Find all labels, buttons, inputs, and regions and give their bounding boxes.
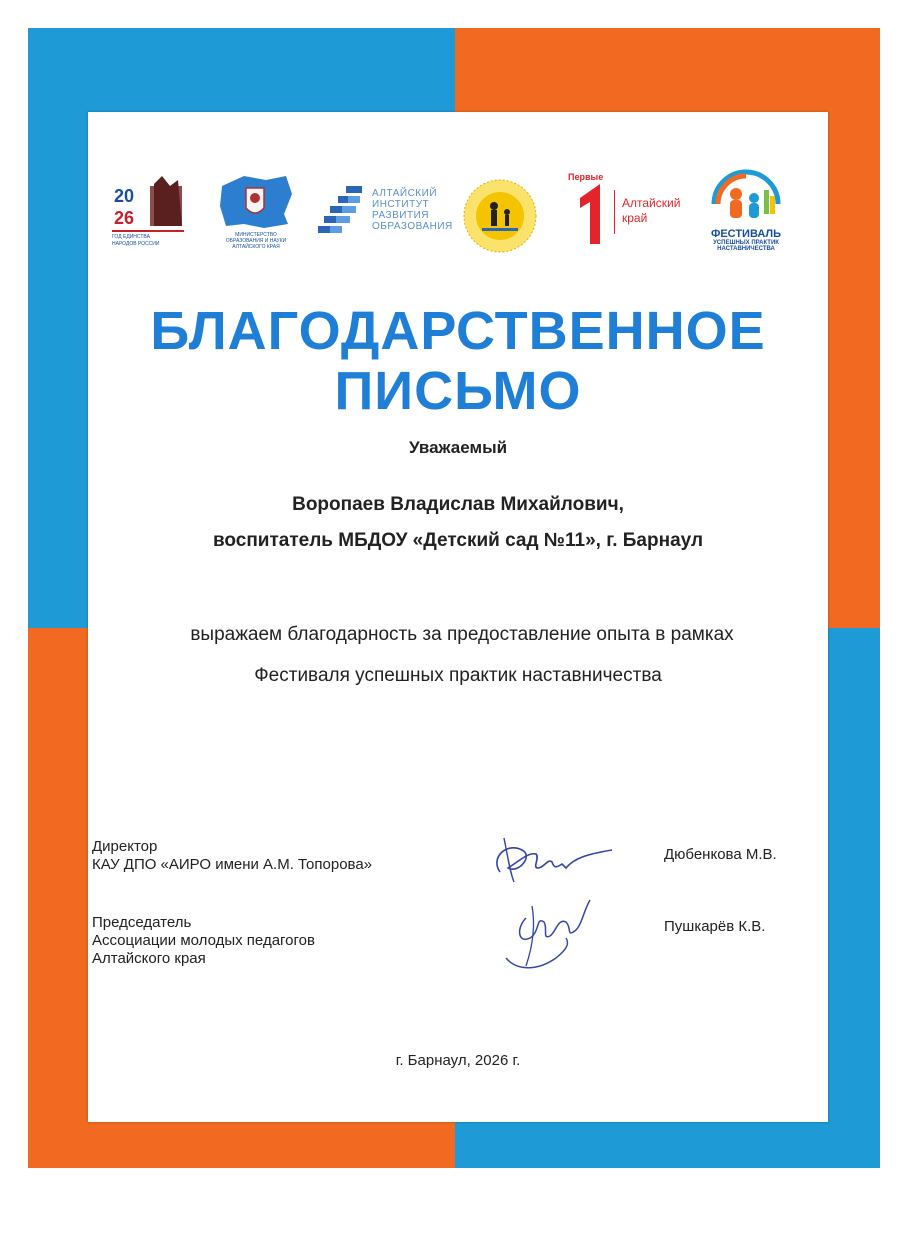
svg-text:АЛТАЙСКОГО КРАЯ: АЛТАЙСКОГО КРАЯ	[232, 244, 280, 250]
body-line-2: Фестиваля успешных практик наставничества	[254, 665, 662, 686]
signature-1	[488, 828, 618, 893]
institute-line-4: ОБРАЗОВАНИЯ	[372, 221, 453, 232]
body-line-1: выражаем благодарность за предоставление опыта в рамках	[190, 624, 734, 645]
institute-logo-text	[372, 188, 453, 232]
family-emblem-logo	[460, 176, 540, 256]
signatory-1-title-line-1: Директор	[92, 838, 158, 855]
svg-text:НАРОДОВ РОССИИ: НАРОДОВ РОССИИ	[112, 241, 160, 247]
pervye-region-line-1: Алтайский	[622, 196, 681, 210]
pervye-region	[622, 196, 680, 226]
signatory-2-title-line-3: Алтайского края	[92, 950, 206, 967]
signatory-2-name: Пушкарёв К.В.	[664, 918, 766, 935]
signatory-1-name: Дюбенкова М.В.	[664, 846, 777, 863]
signatory-2-title	[92, 914, 315, 968]
svg-text:ОБРАЗОВАНИЯ И НАУКИ: ОБРАЗОВАНИЯ И НАУКИ	[225, 238, 287, 244]
footer-place-date: г. Барнаул, 2026 г.	[395, 1052, 521, 1069]
svg-text:26: 26	[114, 208, 135, 228]
svg-text:20: 20	[114, 186, 135, 206]
letter-paper	[88, 112, 828, 1122]
greeting: Уважаемый	[408, 438, 508, 457]
festival-title: ФЕСТИВАЛЬ	[710, 228, 782, 240]
pervye-divider	[614, 190, 615, 234]
signatory-1-title-line-2: КАУ ДПО «АИРО имени А.М. Топорова»	[92, 856, 373, 873]
signatory-2-title-line-1: Председатель	[92, 914, 192, 931]
pervye-logo	[566, 178, 610, 250]
institute-line-1: АЛТАЙСКИЙ	[372, 188, 438, 199]
svg-text:ГОД ЕДИНСТВА: ГОД ЕДИНСТВА	[112, 234, 150, 240]
logo-strip	[88, 172, 828, 272]
festival-sub-1: УСПЕШНЫХ ПРАКТИК	[713, 240, 779, 246]
year-of-unity-logo	[110, 172, 190, 250]
ministry-logo	[214, 172, 298, 254]
signature-2	[496, 888, 606, 983]
recipient-position: воспитатель МБДОУ «Детский сад №11», г. Барнаул	[212, 530, 704, 551]
institute-line-2: ИНСТИТУТ	[372, 199, 430, 210]
svg-text:МИНИСТЕРСТВО: МИНИСТЕРСТВО	[235, 232, 277, 238]
institute-logo	[318, 186, 366, 242]
letter-title-line-1: БЛАГОДАРСТВЕННОЕ	[150, 301, 766, 361]
recipient-name: Воропаев Владислав Михайлович,	[292, 494, 624, 515]
pervye-brand: Первые	[568, 172, 604, 182]
institute-line-3: РАЗВИТИЯ	[372, 210, 429, 221]
festival-sub-2: НАСТАВНИЧЕСТВА	[717, 246, 775, 252]
pervye-region-line-2: край	[622, 211, 648, 225]
festival-logo	[708, 164, 784, 228]
letter-title-line-2: ПИСЬМО	[334, 361, 582, 421]
signatory-1-title	[92, 838, 372, 874]
festival-logo-text	[694, 228, 798, 252]
signatory-2-title-line-2: Ассоциации молодых педагогов	[92, 932, 315, 949]
